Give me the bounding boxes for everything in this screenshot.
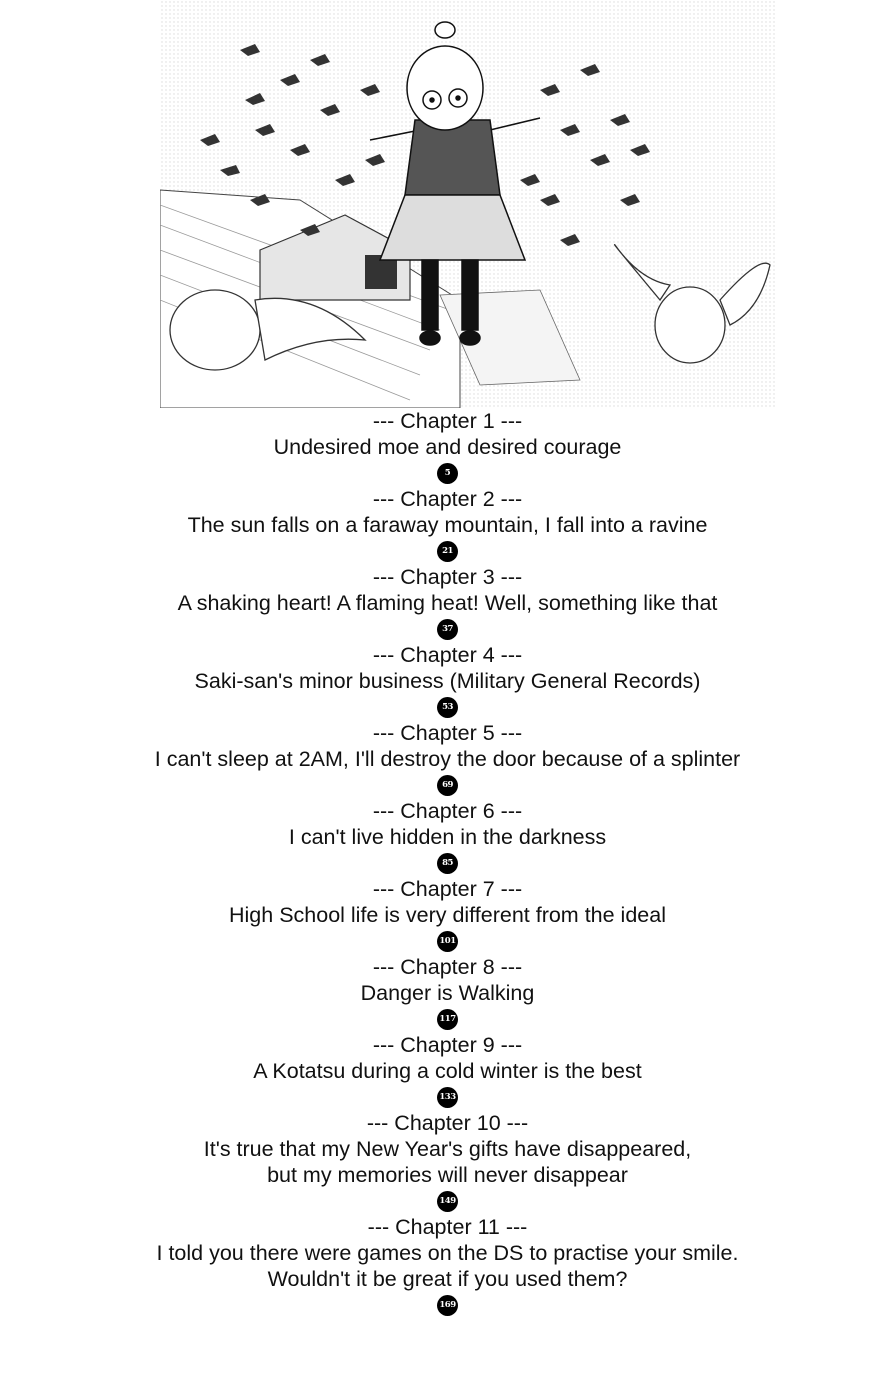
- chapter-heading: --- Chapter 8 ---: [372, 955, 523, 979]
- chapter-title: I can't live hidden in the darkness: [288, 825, 607, 849]
- chapter-title: A shaking heart! A flaming heat! Well, something like that: [177, 591, 718, 615]
- page-number-badge: 37: [437, 619, 458, 640]
- toc-entry: [0, 1110, 895, 1214]
- chapter-title: Wouldn't it be great if you used them?: [267, 1267, 628, 1291]
- toc-entry: [0, 1032, 895, 1110]
- chapter-heading: --- Chapter 1 ---: [372, 409, 523, 433]
- chapter-title: Danger is Walking: [360, 981, 535, 1005]
- page-number-badge: 69: [437, 775, 458, 796]
- page-number-badge: 85: [437, 853, 458, 874]
- chapter-title: High School life is very different from the ideal: [229, 903, 666, 927]
- toc-entry: [0, 642, 895, 720]
- chapter-title: A Kotatsu during a cold winter is the best: [253, 1059, 642, 1083]
- chapter-title: Saki-san's minor business (Military General Records): [194, 669, 701, 693]
- chapter-heading: --- Chapter 6 ---: [372, 799, 523, 823]
- chapter-title: but my memories will never disappear: [267, 1163, 628, 1187]
- chapter-heading: --- Chapter 3 ---: [372, 565, 523, 589]
- chapter-heading: --- Chapter 2 ---: [372, 487, 523, 511]
- toc-entry: [0, 564, 895, 642]
- chapter-title: I can't sleep at 2AM, I'll destroy the door because of a splinter: [154, 747, 741, 771]
- chapter-title: I told you there were games on the DS to practise your smile.: [156, 1241, 739, 1265]
- toc-entry: [0, 954, 895, 1032]
- chapter-heading: --- Chapter 7 ---: [372, 877, 523, 901]
- page-number-badge: 21: [437, 541, 458, 562]
- page-number-badge: 149: [437, 1191, 458, 1212]
- chapter-title: It's true that my New Year's gifts have disappeared,: [203, 1137, 692, 1161]
- toc-entry: [0, 486, 895, 564]
- toc-entry: [0, 798, 895, 876]
- chapter-heading: --- Chapter 9 ---: [372, 1033, 523, 1057]
- toc-entry: [0, 408, 895, 486]
- chapter-heading: --- Chapter 4 ---: [372, 643, 523, 667]
- toc-entry: [0, 720, 895, 798]
- toc-entry: [0, 876, 895, 954]
- manga-illustration: [160, 0, 775, 408]
- page-number-badge: 169: [437, 1295, 458, 1316]
- chapter-title: Undesired moe and desired courage: [273, 435, 622, 459]
- chapter-title: The sun falls on a faraway mountain, I fall into a ravine: [187, 513, 708, 537]
- chapter-heading: --- Chapter 5 ---: [372, 721, 523, 745]
- page-number-badge: 133: [437, 1087, 458, 1108]
- chapter-heading: --- Chapter 11 ---: [367, 1215, 528, 1239]
- chapter-heading: --- Chapter 10 ---: [366, 1111, 529, 1135]
- toc-entry: [0, 1214, 895, 1318]
- page-number-badge: 5: [437, 463, 458, 484]
- table-of-contents: [0, 408, 895, 1318]
- page-number-badge: 101: [437, 931, 458, 952]
- page-number-badge: 117: [437, 1009, 458, 1030]
- page-number-badge: 53: [437, 697, 458, 718]
